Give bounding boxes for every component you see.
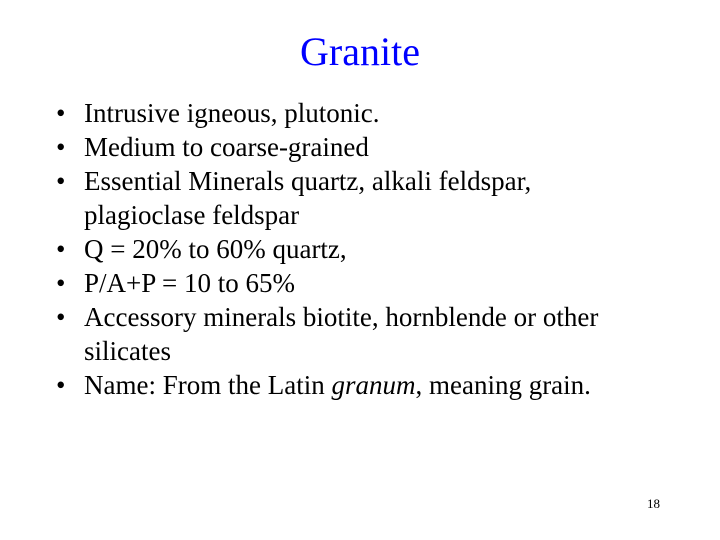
bullet-item	[56, 368, 656, 402]
bullet-item	[56, 300, 656, 368]
bullet-text: Intrusive igneous, plutonic.	[84, 98, 380, 128]
bullet-text-pre: Name: From the Latin	[84, 370, 332, 400]
bullet-text: Essential Minerals quartz, alkali feldspar, plagioclase feldspar	[84, 166, 532, 230]
bullet-dot: •	[56, 268, 66, 298]
bullet-item	[56, 266, 656, 300]
bullet-text	[84, 370, 591, 400]
bullet-text: P/A+P = 10 to 65%	[84, 268, 295, 298]
page-number: 18	[647, 496, 660, 511]
bullet-text: Q = 20% to 60% quartz,	[84, 234, 347, 264]
bullet-dot: •	[56, 370, 66, 400]
slide-title: Granite	[300, 29, 420, 74]
bullet-text: Accessory minerals biotite, hornblende or other silicates	[84, 302, 599, 366]
bullet-item	[56, 164, 656, 232]
bullet-dot: •	[56, 98, 66, 128]
latin-term: granum	[331, 370, 416, 400]
bullet-text-post: , meaning grain.	[415, 370, 591, 400]
bullet-dot: •	[56, 132, 66, 162]
bullet-dot: •	[56, 166, 66, 196]
bullet-text: Medium to coarse-grained	[84, 132, 369, 162]
bullet-item	[56, 96, 656, 130]
bullet-dot: •	[56, 302, 66, 332]
bullet-item	[56, 130, 656, 164]
bullet-dot: •	[56, 234, 66, 264]
bullet-list	[56, 96, 656, 402]
bullet-item	[56, 232, 656, 266]
